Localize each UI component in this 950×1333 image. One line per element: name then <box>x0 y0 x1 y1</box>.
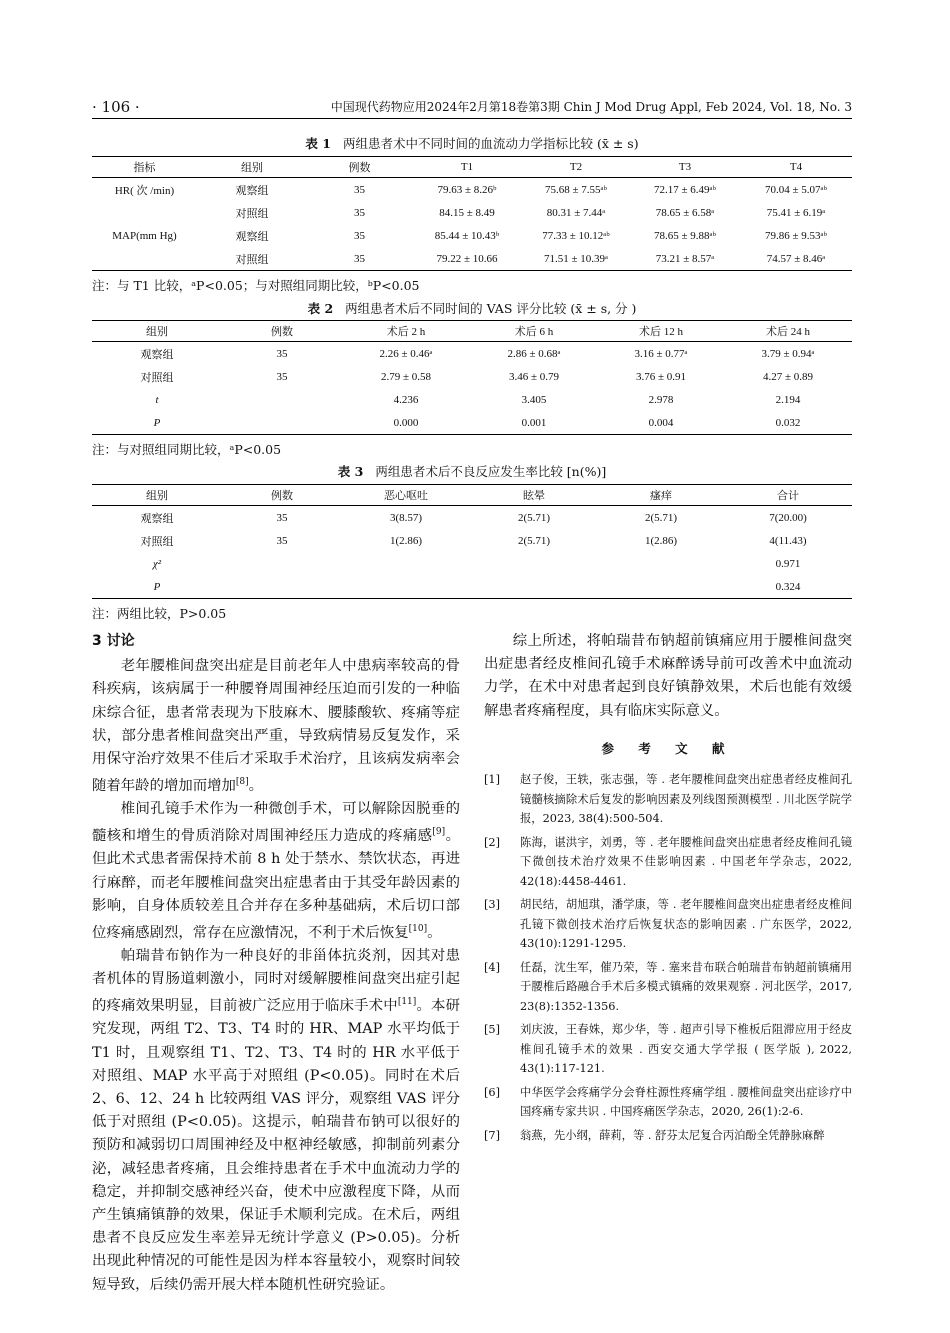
citation: [9] <box>432 827 446 838</box>
table1-label: 表 1 <box>305 136 331 151</box>
table-cell: 2(5.71) <box>517 511 551 524</box>
table-cell <box>342 552 470 575</box>
table-row <box>92 529 852 552</box>
paragraph-text: 帕瑞昔布钠作为一种良好的非甾体抗炎剂，因其对患者机体的胃肠道刺激小，同时对缓解腰椎间盘突出症引起的疼痛效果明显，目前被广泛应用于临床手术中 <box>92 948 460 1015</box>
citation: [8] <box>235 777 249 788</box>
table-cell: 35 <box>276 370 288 383</box>
table-cell: 对照组 <box>235 207 269 220</box>
table-cell: 0.000 <box>342 411 470 435</box>
reference-item <box>484 958 852 1017</box>
table3-caption <box>92 462 852 480</box>
table-cell <box>598 575 724 599</box>
paragraph-text: 椎间孔镜手术作为一种微创手术，可以解除因脱垂的髓核和增生的骨质消除对周围神经压力造成的疼痛感 <box>92 801 460 845</box>
table-cell: 观察组 <box>140 512 174 525</box>
table3-header-cell: 合计 <box>724 485 852 506</box>
table-row <box>92 224 852 247</box>
table2-caption <box>92 299 852 317</box>
table-cell: 3.79 ± 0.94ᵃ <box>761 347 815 360</box>
table-cell: 80.31 ± 7.44ᵃ <box>546 206 606 219</box>
table-cell: 0.324 <box>724 575 852 599</box>
table-row <box>92 178 852 202</box>
table1-header-cell: T4 <box>740 157 852 178</box>
table-cell: 75.41 ± 6.19ᵃ <box>766 206 826 219</box>
table-cell: 0.001 <box>470 411 598 435</box>
reference-item <box>484 833 852 892</box>
table-cell: 35 <box>307 247 412 271</box>
table1-header-cell: 例数 <box>307 157 412 178</box>
reference-text: 刘庆波，王春姝，郑少华，等 . 超声引导下椎板后阻滞应用于经皮椎间孔镜手术的效果 . 西安交通大学学报 ( 医学版 ), 2022, 43(1):117-121. <box>520 1023 852 1076</box>
punctuation: 。 <box>427 924 442 941</box>
journal-citation: 中国现代药物应用2024年2月第18卷第3期 Chin J Mod Drug Appl, Feb 2024, Vol. 18, No. 3 <box>330 100 852 114</box>
table2-header-cell: 术后 12 h <box>598 321 724 342</box>
reference-item <box>484 1083 852 1122</box>
table-cell: 2.194 <box>775 393 801 406</box>
table-cell: 85.44 ± 10.43ᵇ <box>434 229 500 242</box>
reference-text: 中华医学会疼痛学分会脊柱源性疼痛学组 . 腰椎间盘突出症诊疗中国疼痛专家共识 . 中国疼痛医学杂志，2020, 26(1):2-6. <box>520 1085 852 1119</box>
table3-header-cell: 组别 <box>92 485 222 506</box>
table-row <box>92 365 852 388</box>
table-row <box>92 342 852 366</box>
citation: [11] <box>397 997 417 1008</box>
table-cell: 0.032 <box>724 411 852 435</box>
table-cell: 79.22 ± 10.66 <box>412 247 522 271</box>
table2-header-cell: 术后 2 h <box>342 321 470 342</box>
table-cell <box>92 247 197 271</box>
table-cell: 4(11.43) <box>769 534 807 547</box>
table-cell: 35 <box>276 534 288 547</box>
table-cell: 35 <box>354 183 365 196</box>
table-cell: 78.65 ± 9.88ᵃᵇ <box>654 229 716 242</box>
reference-item <box>484 1126 852 1146</box>
table-cell: 1(2.86) <box>644 534 678 547</box>
table-cell: 观察组 <box>140 348 174 361</box>
table1-header <box>92 157 852 178</box>
table-cell: 3.16 ± 0.77ᵃ <box>634 347 688 360</box>
discussion-paragraph <box>92 945 460 1297</box>
table-cell: P <box>92 575 222 599</box>
table-cell: 35 <box>354 206 365 219</box>
table-cell: 79.86 ± 9.53ᵃᵇ <box>765 229 827 242</box>
table-cell: 0.004 <box>598 411 724 435</box>
reference-item <box>484 770 852 829</box>
table1-title: 两组患者术中不同时间的血流动力学指标比较 (x̄ ± s) <box>342 136 639 151</box>
discussion-paragraph: 综上所述，将帕瑞昔布钠超前镇痛应用于腰椎间盘突出症患者经皮椎间孔镜手术麻醉诱导前可改善术中血流动力学，在术中对患者起到良好镇静效果，术后也能有效缓解患者疼痛程度，具有临床实际意义。 <box>484 633 852 719</box>
table-cell: 对照组 <box>140 535 174 548</box>
reference-text: 翁燕，先小纲，薛莉，等 . 舒芬太尼复合丙泊酚全凭静脉麻醉 <box>520 1128 825 1142</box>
reference-text: 胡民结，胡旭琪，潘学康，等 . 老年腰椎间盘突出症患者经皮椎间孔镜下微创技术治疗后恢复状态的影响因素 . 广东医学，2022, 43(10):1291-1295. <box>520 898 852 951</box>
table-row <box>92 552 852 575</box>
table-row <box>92 575 852 599</box>
table-cell: 3.46 ± 0.79 <box>508 370 560 383</box>
reference-number: [7] <box>484 1128 501 1142</box>
table2-title: 两组患者术后不同时间的 VAS 评分比较 (x̄ ± s, 分 ) <box>345 301 637 316</box>
punctuation: 。 <box>248 778 264 795</box>
running-header <box>92 96 852 119</box>
table-cell: 2.86 ± 0.68ᵃ <box>507 347 561 360</box>
discussion-paragraph <box>92 655 460 798</box>
table-cell: 75.68 ± 7.55ᵃᵇ <box>545 183 607 196</box>
reference-text: 陈海，谌洪宇，刘勇，等 . 老年腰椎间盘突出症患者经皮椎间孔镜下微创技术治疗效果不佳影响因素 . 中国老年学杂志，2022, 42(18):4458-4461. <box>520 835 852 888</box>
table-row <box>92 506 852 530</box>
right-column <box>484 630 852 1149</box>
table-cell: 2(5.71) <box>644 511 678 524</box>
discussion-paragraph <box>92 798 460 945</box>
reference-number: [6] <box>484 1085 501 1099</box>
table-cell: 0.971 <box>775 557 801 570</box>
table-cell: 对照组 <box>140 371 174 384</box>
table1-header-cell: 指标 <box>92 157 197 178</box>
page-number: · 106 · <box>92 98 140 116</box>
reference-item <box>484 895 852 954</box>
discussion-heading: 3 讨论 <box>92 633 135 649</box>
table3-header-cell: 恶心呕吐 <box>342 485 470 506</box>
table2-header-cell: 组别 <box>92 321 222 342</box>
table-cell <box>222 552 342 575</box>
reference-text: 赵子俊，王轶，张志强，等 . 老年腰椎间盘突出症患者经皮椎间孔镜髓核摘除术后复发的影响因素及列线图预测模型 . 川北医学院学报，2023, 38(4):500-504. <box>520 773 852 826</box>
table2-note: 注：与对照组同期比较，ᵃP<0.05 <box>92 442 282 457</box>
table-cell: 71.51 ± 10.39ᵃ <box>522 247 630 271</box>
table-row <box>92 247 852 271</box>
reference-number: [4] <box>484 960 501 974</box>
table-cell: 35 <box>276 347 288 360</box>
table1-header-cell: T3 <box>630 157 740 178</box>
table2-header-cell: 术后 6 h <box>470 321 598 342</box>
table1-caption <box>92 134 852 152</box>
table3-header <box>92 485 852 506</box>
table3-header-cell: 瘙痒 <box>598 485 724 506</box>
reference-text: 任磊，沈生军，催乃荣，等 . 塞来昔布联合帕瑞昔布钠超前镇痛用于腰椎后路融合手术后多模式镇痛的效果观察 . 河北医学，2017, 23(8):1352-1356. <box>520 960 852 1013</box>
table1 <box>92 156 852 271</box>
table-cell: 1(2.86) <box>389 534 423 547</box>
table2-label: 表 2 <box>307 301 334 316</box>
table-cell: 72.17 ± 6.49ᵃᵇ <box>654 183 716 196</box>
reference-number: [1] <box>484 773 501 787</box>
reference-number: [2] <box>484 835 501 849</box>
table-cell: 4.236 <box>393 393 419 406</box>
table-cell: 3(8.57) <box>389 511 423 524</box>
table-cell: 35 <box>354 229 365 242</box>
table-cell: 70.04 ± 5.07ᵃᵇ <box>765 183 827 196</box>
table-cell: HR( 次 /min) <box>114 184 175 197</box>
table-cell: 73.21 ± 8.57ᵃ <box>630 247 740 271</box>
table-cell: 77.33 ± 10.12ᵃᵇ <box>542 229 610 242</box>
table-row <box>92 201 852 224</box>
table-cell <box>222 575 342 599</box>
table-cell: 观察组 <box>235 184 269 197</box>
table-cell <box>222 411 342 435</box>
left-column <box>92 630 460 1297</box>
table-cell: 对照组 <box>197 247 307 271</box>
table-cell: 3.405 <box>521 393 547 406</box>
table-cell: P <box>92 411 222 435</box>
table-cell: 2(5.71) <box>517 534 551 547</box>
table-cell: 观察组 <box>235 230 269 243</box>
table-cell: t <box>155 393 159 406</box>
references-heading: 参 考 文 献 <box>601 740 735 756</box>
table-cell: 3.76 ± 0.91 <box>635 370 687 383</box>
table-cell <box>470 575 598 599</box>
table-cell: 2.978 <box>648 393 674 406</box>
table-cell <box>342 575 470 599</box>
paragraph-text: 。本研究发现，两组 T2、T3、T4 时的 HR、MAP 水平均低于 T1 时，且观察组 T1、T2、T3、T4 时的 HR 水平低于对照组、MAP 水平高于对照组 (P<0.05)。同时在术后 2、6、12、24 h 比较两组 VAS 评分，观察组 VAS 评分低于对照组 (P<0.05)。这提示，帕瑞昔布钠可以很好的预防和减弱切口周围神经及中枢神经敏感，抑制前列素分泌，减轻患者疼痛，且会维持患者在手术中血流动力学的稳定，并抑制交感神经兴奋，使术中应激程度下降，从而产生镇痛镇静的效果，保证手术顺利完成。在术后，两组患者不良反应发生率差异无统计学意义 (P>0.05)。分析出现此种情况的可能性是因为样本容量较小，观察时间较短导致，后续仍需开展大样本随机性研究验证。 <box>92 998 460 1293</box>
table3 <box>92 484 852 599</box>
table1-header-cell: 组别 <box>197 157 307 178</box>
table-cell: 79.63 ± 8.26ᵇ <box>437 183 497 196</box>
reference-item <box>484 1020 852 1079</box>
table-cell: 2.26 ± 0.46ᵃ <box>379 347 433 360</box>
table2-header-cell: 例数 <box>222 321 342 342</box>
reference-number: [3] <box>484 898 501 912</box>
table3-header-cell: 眩晕 <box>470 485 598 506</box>
table-cell: χ² <box>152 557 162 570</box>
table-cell <box>92 201 197 224</box>
table2-header-cell: 术后 24 h <box>724 321 852 342</box>
table-cell: 4.27 ± 0.89 <box>762 370 814 383</box>
table-cell: 84.15 ± 8.49 <box>439 206 495 219</box>
table3-header-cell: 例数 <box>222 485 342 506</box>
table-cell: 2.79 ± 0.58 <box>380 370 432 383</box>
table-cell <box>598 552 724 575</box>
table1-header-cell: T2 <box>522 157 630 178</box>
table1-header-cell: T1 <box>412 157 522 178</box>
table2 <box>92 320 852 435</box>
table2-header <box>92 321 852 342</box>
paragraph-text: 老年腰椎间盘突出症是目前老年人中患病率较高的骨科疾病，该病属于一种腰脊周围神经压迫而引发的一种临床综合征，患者常表现为下肢麻木、腰膝酸软、疼痛等症状，部分患者椎间盘突出严重，导致病情易反复发作，采用保守治疗效果不佳后才采取手术治疗，且该病发病率会随着年龄的增加而增加 <box>92 658 460 795</box>
paragraph-text: 。但此术式患者需保持术前 8 h 处于禁水、禁饮状态，再进行麻醉，而老年腰椎间盘突出症患者由于其受年龄因素的影响，自身体质较差且合并存在多种基础病，术后切口部位疼痛感剧烈，常存在应激情况，不利于术后恢复 <box>92 828 460 941</box>
table-cell: 74.57 ± 8.46ᵃ <box>740 247 852 271</box>
table-cell: 78.65 ± 6.58ᵃ <box>655 206 715 219</box>
table-cell: 35 <box>276 511 288 524</box>
table1-note: 注：与 T1 比较，ᵃP<0.05；与对照组同期比较，ᵇP<0.05 <box>92 278 420 293</box>
table-cell <box>470 552 598 575</box>
table3-note: 注：两组比较，P>0.05 <box>92 606 227 621</box>
table-row <box>92 388 852 411</box>
table-cell: 7(20.00) <box>769 511 807 524</box>
table3-title: 两组患者术后不良反应发生率比较 [n(%)] <box>375 464 607 479</box>
table-cell: MAP(mm Hg) <box>112 229 177 242</box>
reference-number: [5] <box>484 1023 501 1037</box>
table-cell <box>222 388 342 411</box>
table-row <box>92 411 852 435</box>
citation: [10] <box>408 924 428 935</box>
table3-label: 表 3 <box>337 464 364 479</box>
